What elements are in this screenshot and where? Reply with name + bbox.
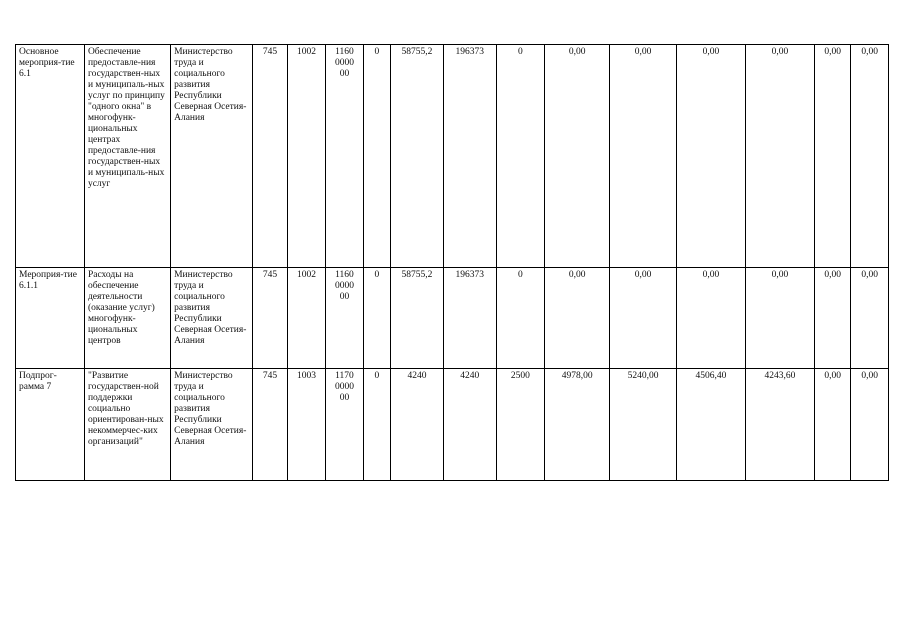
value-cell: 4506,40 [677, 369, 746, 481]
executor-cell: Министерство труда и социального развития Республики Северная Осетия-Алания [171, 268, 253, 369]
executor-cell: Министерство труда и социального развития Республики Северная Осетия-Алания [171, 369, 253, 481]
rzpr-cell: 1002 [287, 268, 326, 369]
value-cell: 0,00 [814, 268, 851, 369]
value-cell: 0,00 [851, 45, 889, 268]
csr-cell [326, 369, 364, 481]
csr-part: 00 [339, 393, 350, 403]
value-cell: 5240,00 [610, 369, 677, 481]
value-cell: 0,00 [610, 268, 677, 369]
grbs-cell: 745 [253, 45, 287, 268]
csr-part: 0000 [334, 382, 354, 392]
rzpr-cell: 1003 [287, 369, 326, 481]
csr-part: 0000 [334, 58, 354, 68]
value-cell: 4240 [443, 369, 496, 481]
value-cell: 0,00 [545, 268, 610, 369]
value-cell: 0,00 [814, 45, 851, 268]
program-element-name: Основное мероприя-тие 6.1 [16, 45, 85, 268]
value-cell: 58755,2 [391, 45, 444, 268]
value-cell: 4978,00 [545, 369, 610, 481]
value-cell: 196373 [443, 45, 496, 268]
csr-part: 00 [339, 292, 350, 302]
value-cell: 4243,60 [745, 369, 814, 481]
csr-cell [326, 268, 364, 369]
executor-cell: Министерство труда и социального развития Республики Северная Осетия-Алания [171, 45, 253, 268]
csr-part: 1170 [335, 371, 354, 381]
value-cell: 0,00 [851, 268, 889, 369]
vr-cell: 0 [363, 268, 390, 369]
value-cell: 0 [496, 45, 545, 268]
rzpr-cell: 1002 [287, 45, 326, 268]
value-cell: 4240 [391, 369, 444, 481]
csr-cell [326, 45, 364, 268]
value-cell: 0,00 [814, 369, 851, 481]
csr-part: 1160 [335, 47, 354, 57]
program-element-description: Обеспечение предоставле-ния государствен-ных и муниципаль-ных услуг по принципу "одного окна" в многофунк-циональных центрах предоставле-ния государствен-ных и муниципаль-ных услуг [84, 45, 170, 268]
table-row [16, 369, 889, 481]
value-cell: 196373 [443, 268, 496, 369]
value-cell: 0,00 [545, 45, 610, 268]
budget-table [15, 44, 889, 481]
grbs-cell: 745 [253, 268, 287, 369]
value-cell: 0,00 [745, 268, 814, 369]
value-cell: 0 [496, 268, 545, 369]
table-row [16, 45, 889, 268]
table-row [16, 268, 889, 369]
value-cell: 2500 [496, 369, 545, 481]
vr-cell: 0 [363, 369, 390, 481]
program-element-name: Подпрог-рамма 7 [16, 369, 85, 481]
value-cell: 0,00 [677, 268, 746, 369]
csr-part: 00 [339, 69, 350, 79]
csr-part: 1160 [335, 270, 354, 280]
program-element-description: Расходы на обеспечение деятельности (оказание услуг) многофунк-циональных центров [84, 268, 170, 369]
value-cell: 0,00 [677, 45, 746, 268]
value-cell: 0,00 [745, 45, 814, 268]
csr-part: 0000 [334, 281, 354, 291]
grbs-cell: 745 [253, 369, 287, 481]
value-cell: 0,00 [851, 369, 889, 481]
program-element-name: Мероприя-тие 6.1.1 [16, 268, 85, 369]
program-element-description: "Развитие государствен-ной поддержки социально ориентирован-ных некоммерчес-ких организаций" [84, 369, 170, 481]
value-cell: 58755,2 [391, 268, 444, 369]
vr-cell: 0 [363, 45, 390, 268]
value-cell: 0,00 [610, 45, 677, 268]
document-page [15, 44, 889, 481]
